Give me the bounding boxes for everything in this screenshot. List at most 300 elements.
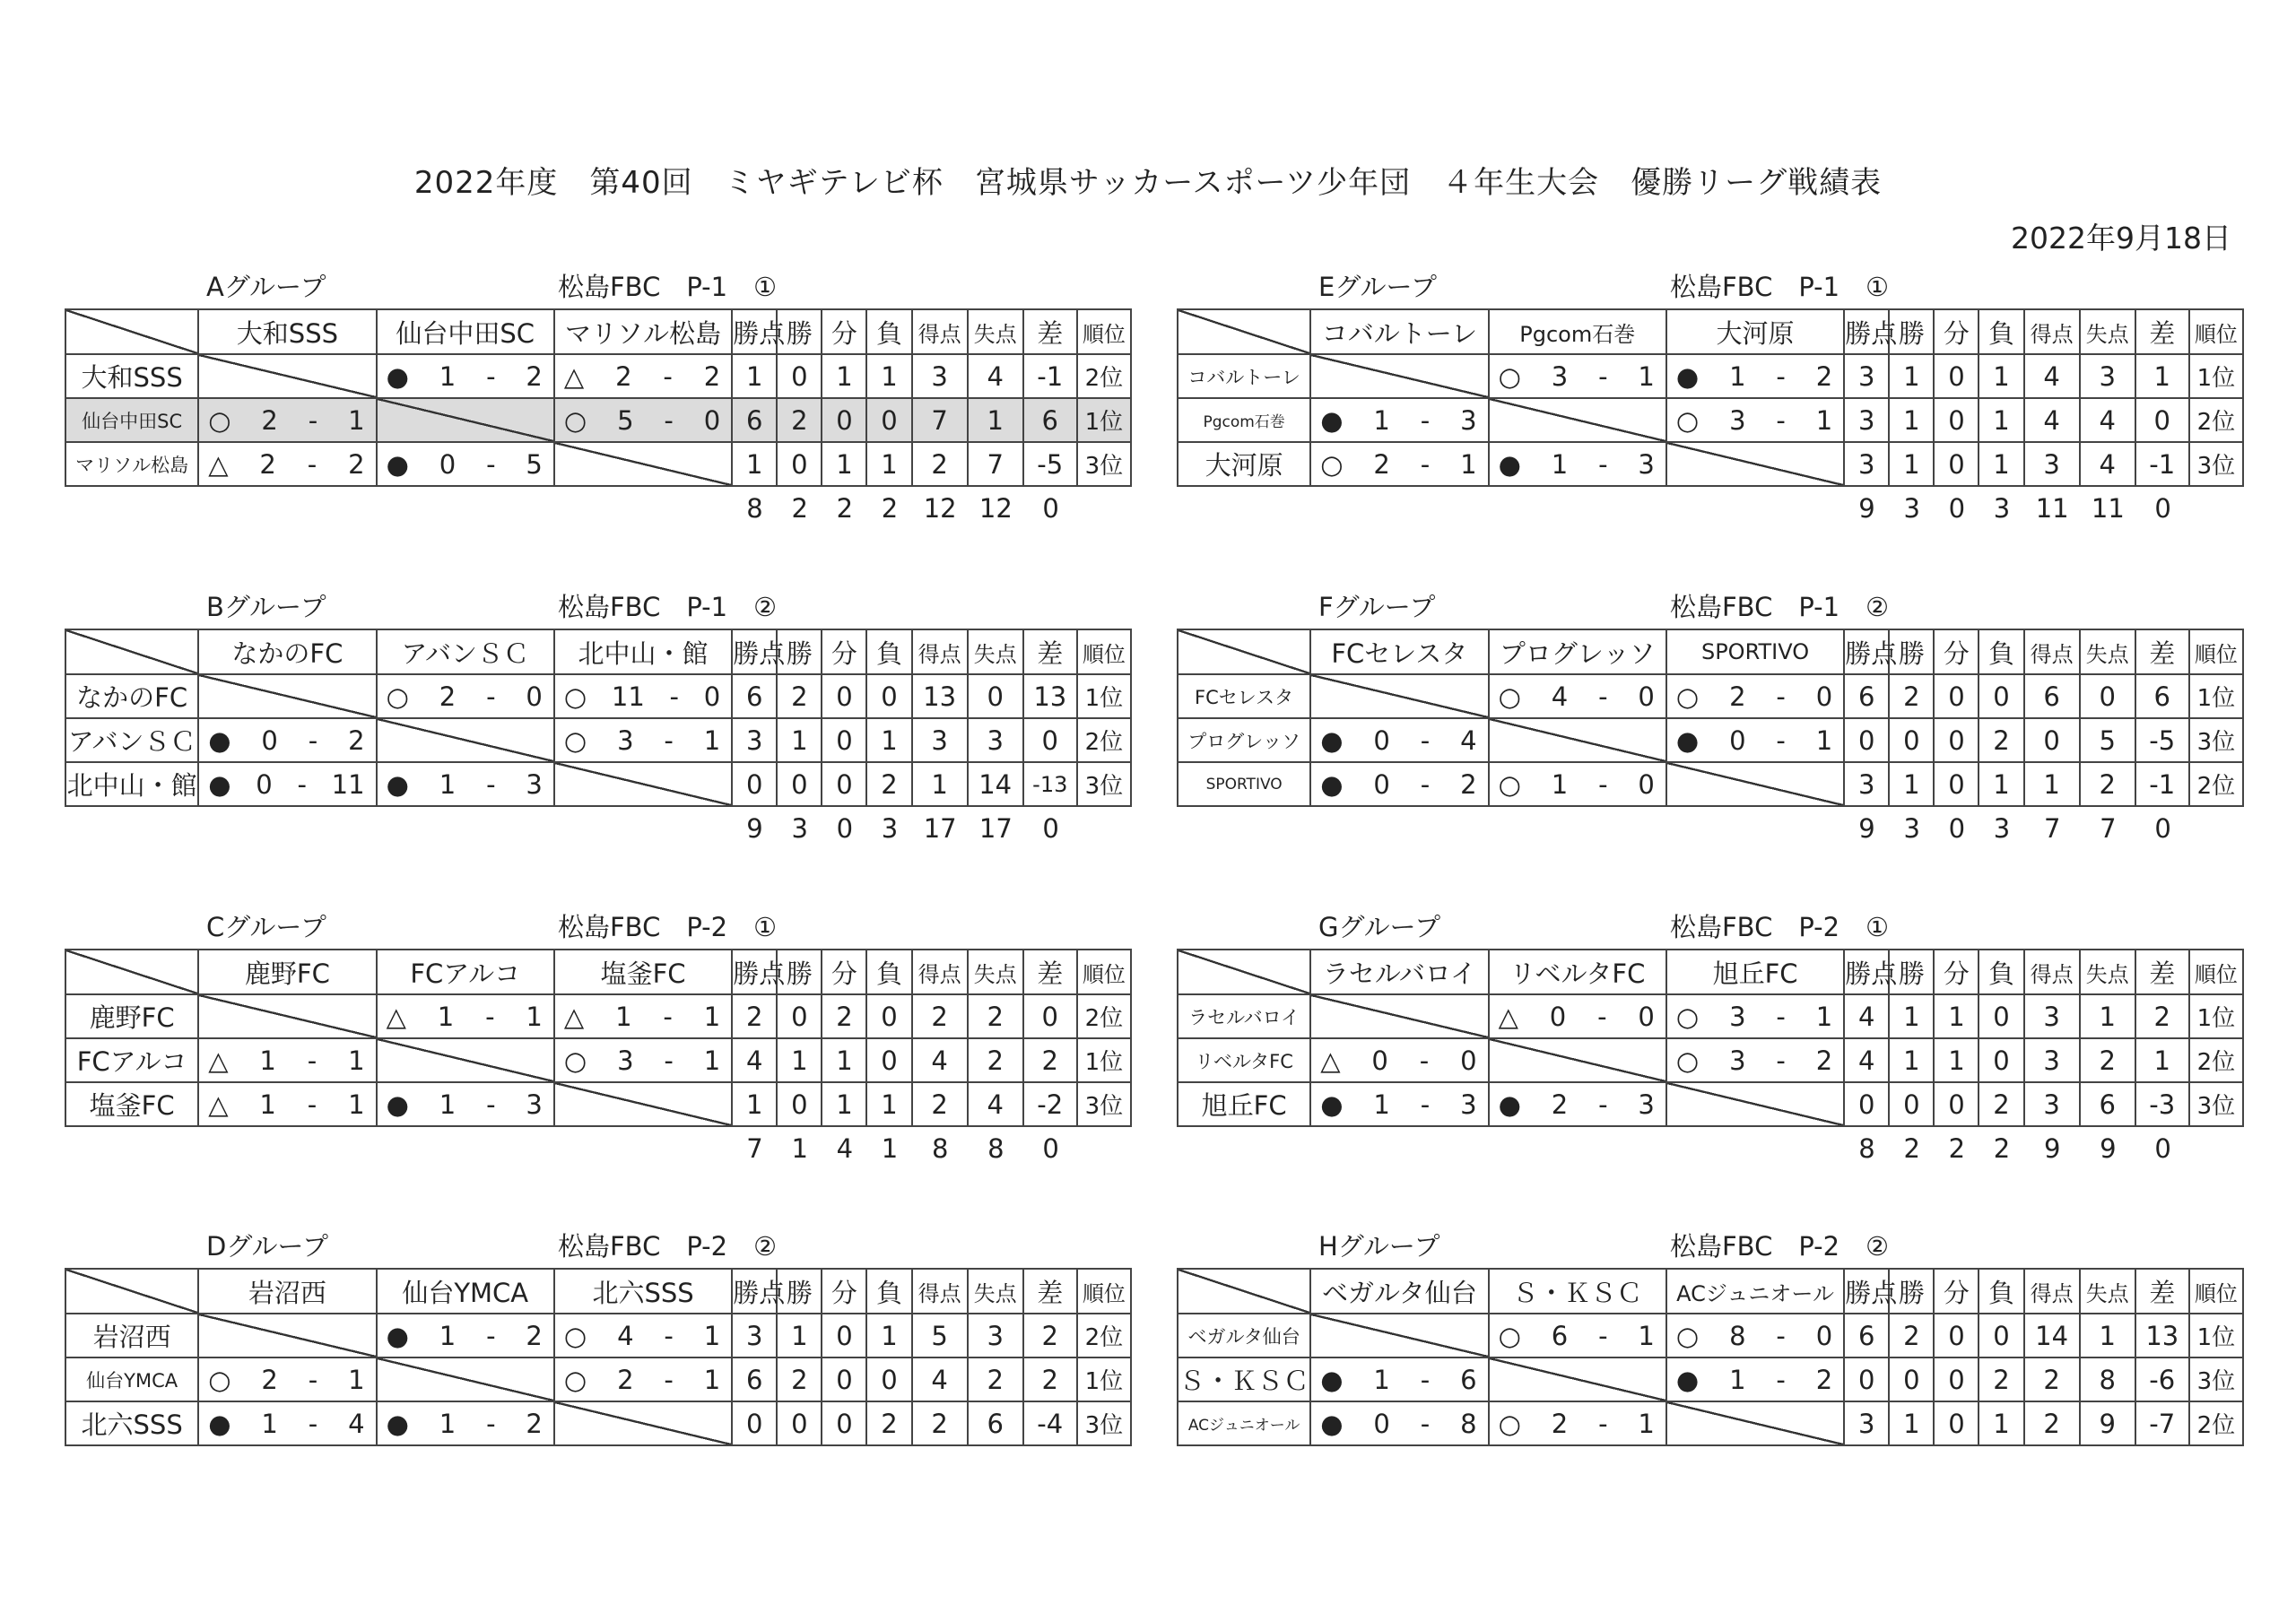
stat-header-d: 分 [822, 1269, 866, 1314]
stat-header-w: 勝 [1889, 950, 1934, 994]
score-separator: - [664, 1364, 674, 1395]
home-score: 3 [617, 724, 634, 756]
totals-spacer [554, 1129, 733, 1168]
home-score: 1 [1373, 1364, 1390, 1395]
away-score: 0 [1815, 1320, 1833, 1351]
stat-header-w: 勝 [1889, 629, 1934, 674]
stat-d: 1 [822, 442, 866, 486]
home-score: 3 [1729, 1001, 1746, 1032]
stat-gf: 14 [2024, 1314, 2080, 1357]
standings-table [1177, 1268, 2244, 1446]
match-result [1666, 354, 1844, 398]
stat-w: 0 [777, 1401, 822, 1445]
stat-header-d: 分 [1934, 950, 1979, 994]
column-team-header: 仙台YMCA [377, 1269, 554, 1314]
stat-l: 0 [866, 674, 911, 718]
score-separator: - [1598, 768, 1608, 800]
score-separator: - [1420, 448, 1431, 480]
match-result [198, 442, 376, 486]
stat-rank: 3位 [2189, 442, 2243, 486]
stat-l: 1 [1979, 762, 2023, 806]
column-team-header: コバルトーレ [1310, 309, 1488, 354]
row-team-name: 岩沼西 [65, 1314, 198, 1357]
match-result [1489, 674, 1666, 718]
stat-w: 1 [777, 1038, 822, 1082]
score-separator: - [1776, 1364, 1786, 1395]
stat-pts: 3 [1844, 442, 1889, 486]
corner-cell [65, 1269, 198, 1314]
row-team-name: FCアルコ [65, 1038, 198, 1082]
result-mark: △ [1498, 1001, 1518, 1032]
match-result-content [378, 361, 553, 392]
result-mark: ○ [1498, 360, 1521, 392]
stat-ga: 3 [968, 718, 1023, 762]
home-score: 2 [439, 681, 457, 712]
total-value: 8 [1858, 1133, 1875, 1164]
home-score: 0 [439, 448, 457, 480]
home-score: 3 [1729, 404, 1746, 436]
result-mark: ● [1320, 404, 1344, 436]
stat-rank: 1位 [1077, 1038, 1131, 1082]
stat-rank: 3位 [1077, 1401, 1131, 1445]
total-value: 0 [2154, 493, 2171, 524]
stat-header-pts: 勝点 [1844, 629, 1889, 674]
table-row [1178, 1401, 2243, 1445]
page-title: 2022年度 第40回 ミヤギテレビ杯 宮城県サッカースポーツ少年団 ４年生大会 優勝リーグ戦績表 [413, 165, 1883, 201]
stat-gf: 3 [2024, 442, 2080, 486]
match-result-content [1311, 1365, 1487, 1395]
match-result [1489, 442, 1666, 486]
stat-diff: 0 [1023, 718, 1077, 762]
self-match-cell [198, 994, 376, 1038]
stat-pts: 0 [1844, 1357, 1889, 1401]
score-separator: - [486, 1089, 496, 1120]
corner-cell [1178, 950, 1310, 994]
stat-diff: -13 [1023, 762, 1077, 806]
home-score: 2 [615, 360, 632, 392]
score-separator: - [663, 360, 673, 392]
group-name: Gグループ [1318, 912, 1441, 942]
self-match-cell [1489, 1357, 1666, 1401]
self-match-cell [554, 762, 732, 806]
match-result [1489, 1401, 1666, 1445]
stat-w: 0 [777, 442, 822, 486]
stat-ga: 5 [2080, 718, 2135, 762]
totals-row [1177, 489, 2244, 528]
total-value: 2 [881, 493, 899, 524]
column-team-header: 北中山・館 [554, 629, 732, 674]
score-separator: - [1776, 404, 1786, 436]
home-score: 2 [259, 448, 276, 480]
match-result-content [378, 449, 553, 480]
match-result-content [1490, 1321, 1665, 1351]
stat-ga: 1 [2080, 994, 2135, 1038]
group-name: Dグループ [206, 1231, 329, 1262]
stat-diff: -5 [1023, 442, 1077, 486]
away-score: 1 [1638, 1320, 1655, 1351]
home-score: 1 [615, 1001, 632, 1032]
table-row [65, 674, 1131, 718]
stat-ga: 4 [2080, 398, 2135, 442]
stat-w: 0 [777, 762, 822, 806]
stat-l: 1 [866, 442, 911, 486]
group-header [65, 587, 1132, 629]
self-match-cell [554, 1401, 732, 1445]
score-separator: - [1598, 448, 1608, 480]
match-result [198, 1357, 376, 1401]
away-score: 0 [703, 681, 721, 712]
stat-rank: 3位 [1077, 1082, 1131, 1126]
match-result [198, 1401, 376, 1445]
stat-d: 0 [1934, 354, 1979, 398]
match-result-content [1490, 361, 1665, 392]
totals-spacer [1078, 809, 1132, 848]
column-team-header: アバンＳＣ [377, 629, 554, 674]
away-score: 1 [526, 1001, 543, 1032]
self-match-cell [198, 354, 376, 398]
stat-ga: 2 [2080, 762, 2135, 806]
self-match-cell [1666, 1082, 1844, 1126]
stat-diff: 1 [2135, 354, 2189, 398]
column-team-header: Pgcom石巻 [1489, 309, 1666, 354]
away-score: 2 [1460, 768, 1477, 800]
away-score: 1 [1815, 1001, 1833, 1032]
group-block [1177, 587, 2244, 848]
away-score: 1 [348, 1045, 365, 1076]
stat-ga: 0 [968, 674, 1023, 718]
standings-table [1177, 629, 2244, 807]
stat-diff: -1 [1023, 354, 1077, 398]
totals-spacer [2190, 809, 2244, 848]
totals-spacer [1078, 489, 1132, 528]
result-mark: ○ [1498, 1320, 1521, 1351]
totals-spacer [1488, 1129, 1666, 1168]
stat-diff: -6 [2135, 1357, 2189, 1401]
column-team-header: ラセルバロイ [1310, 950, 1488, 994]
away-score: 2 [348, 724, 365, 756]
match-result-content [199, 725, 375, 756]
standings-table [1177, 308, 2244, 487]
total-value: 0 [2154, 813, 2171, 844]
totals-row [65, 809, 1132, 848]
stat-rank: 2位 [1077, 994, 1131, 1038]
away-score: 11 [331, 768, 365, 800]
match-result-content [1490, 681, 1665, 712]
score-separator: - [1420, 1408, 1431, 1439]
away-score: 1 [1638, 1408, 1655, 1439]
self-match-cell [1310, 354, 1488, 398]
group-venue: 松島FBC P-2 ① [1670, 912, 1890, 942]
total-value: 0 [1042, 813, 1059, 844]
score-separator: - [1776, 1045, 1786, 1076]
table-row [1178, 442, 2243, 486]
stat-header-ga: 失点 [2080, 309, 2135, 354]
stat-header-ga: 失点 [2080, 1269, 2135, 1314]
result-mark: ○ [1498, 1408, 1521, 1439]
match-result-content [1667, 1045, 1843, 1076]
away-score: 1 [703, 1001, 721, 1032]
stat-header-diff: 差 [1023, 950, 1077, 994]
home-score: 1 [1373, 1089, 1390, 1120]
row-team-name: 大河原 [1178, 442, 1310, 486]
column-team-header: 岩沼西 [198, 1269, 376, 1314]
result-mark: ● [386, 360, 409, 392]
score-separator: - [307, 448, 317, 480]
stat-pts: 3 [732, 1314, 777, 1357]
match-result-content [378, 1321, 553, 1351]
away-score: 1 [1460, 448, 1477, 480]
row-team-name: Ｓ・ＫＳＣ [1178, 1357, 1310, 1401]
result-mark: ○ [563, 404, 587, 436]
score-separator: - [1776, 360, 1786, 392]
stat-rank: 1位 [2189, 674, 2243, 718]
totals-spacer [1177, 809, 1309, 848]
totals-row [65, 489, 1132, 528]
stat-d: 1 [1934, 1038, 1979, 1082]
group-venue: 松島FBC P-1 ② [1670, 592, 1890, 622]
home-score: 2 [261, 1364, 278, 1395]
score-separator: - [486, 1320, 496, 1351]
home-score: 3 [1551, 360, 1569, 392]
match-result-content [1667, 1365, 1843, 1395]
stat-header-pts: 勝点 [1844, 1269, 1889, 1314]
stat-w: 2 [777, 1357, 822, 1401]
stat-d: 0 [1934, 1357, 1979, 1401]
row-team-name: 旭丘FC [1178, 1082, 1310, 1126]
stat-l: 0 [1979, 994, 2023, 1038]
column-team-header: 大河原 [1666, 309, 1844, 354]
result-mark: ○ [1498, 768, 1521, 800]
home-score: 1 [259, 1089, 276, 1120]
total-value: 3 [1903, 493, 1920, 524]
self-match-cell [198, 1314, 376, 1357]
away-score: 3 [526, 1089, 543, 1120]
stat-header-l: 負 [866, 1269, 911, 1314]
away-score: 8 [1460, 1408, 1477, 1439]
stat-header-d: 分 [822, 950, 866, 994]
stat-d: 1 [822, 1038, 866, 1082]
stat-rank: 1位 [2189, 1314, 2243, 1357]
header-row [1178, 1269, 2243, 1314]
total-value: 3 [791, 813, 808, 844]
stat-header-d: 分 [822, 309, 866, 354]
stat-l: 1 [866, 1082, 911, 1126]
total-value: 12 [978, 493, 1013, 524]
header-row [1178, 950, 2243, 994]
stat-d: 0 [822, 1314, 866, 1357]
stat-ga: 6 [968, 1401, 1023, 1445]
match-result-content [199, 1365, 375, 1395]
home-score: 2 [617, 1364, 634, 1395]
stat-header-d: 分 [1934, 1269, 1979, 1314]
stat-l: 2 [1979, 1082, 2023, 1126]
stat-diff: 13 [2135, 1314, 2189, 1357]
corner-cell [1178, 1269, 1310, 1314]
match-result-content [1311, 1409, 1487, 1439]
away-score: 1 [348, 1089, 365, 1120]
match-result-content [1490, 1409, 1665, 1439]
stat-ga: 2 [968, 1357, 1023, 1401]
total-value: 11 [2035, 493, 2069, 524]
stat-gf: 3 [2024, 994, 2080, 1038]
match-result-content [555, 1045, 731, 1076]
standings-table [65, 308, 1132, 487]
stat-rank: 2位 [2189, 1401, 2243, 1445]
stat-pts: 6 [732, 1357, 777, 1401]
stat-gf: 1 [2024, 762, 2080, 806]
header-row [65, 1269, 1131, 1314]
totals-spacer [1177, 489, 1309, 528]
totals-spacer [65, 809, 197, 848]
stat-gf: 7 [912, 398, 968, 442]
home-score: 2 [1551, 1089, 1569, 1120]
score-separator: - [308, 404, 318, 436]
totals-spacer [376, 489, 554, 528]
column-team-header: リベルタFC [1489, 950, 1666, 994]
stat-d: 0 [1934, 398, 1979, 442]
row-team-name: FCセレスタ [1178, 674, 1310, 718]
totals-spacer [1309, 1129, 1488, 1168]
self-match-cell [377, 718, 554, 762]
match-result-content [1311, 1089, 1487, 1120]
self-match-cell [554, 442, 732, 486]
stat-header-rank: 順位 [1077, 950, 1131, 994]
total-value: 7 [2043, 813, 2061, 844]
row-team-name: なかのFC [65, 674, 198, 718]
score-separator: - [1598, 1320, 1608, 1351]
stat-rank: 2位 [1077, 718, 1131, 762]
stat-ga: 14 [968, 762, 1023, 806]
group-block [65, 587, 1132, 848]
standings-table [65, 949, 1132, 1127]
total-value: 12 [923, 493, 957, 524]
match-result-content [555, 1321, 731, 1351]
stat-l: 0 [866, 1038, 911, 1082]
row-team-name: 北中山・館 [65, 762, 198, 806]
totals-spacer [65, 1129, 197, 1168]
standings-table [65, 629, 1132, 807]
home-score: 5 [617, 404, 634, 436]
table-row [1178, 674, 2243, 718]
away-score: 2 [526, 1320, 543, 1351]
stat-pts: 3 [1844, 354, 1889, 398]
match-result-content [1311, 405, 1487, 436]
home-score: 3 [617, 1045, 634, 1076]
match-result-content [555, 1002, 731, 1032]
stat-d: 0 [1934, 1401, 1979, 1445]
away-score: 2 [526, 1408, 543, 1439]
stat-header-ga: 失点 [968, 309, 1023, 354]
match-result [554, 1038, 732, 1082]
away-score: 1 [703, 724, 721, 756]
column-team-header: 北六SSS [554, 1269, 732, 1314]
column-team-header: プログレッソ [1489, 629, 1666, 674]
stat-header-pts: 勝点 [1844, 950, 1889, 994]
stat-w: 1 [1889, 398, 1934, 442]
match-result [1489, 1314, 1666, 1357]
stat-header-l: 負 [866, 309, 911, 354]
stat-ga: 2 [2080, 1038, 2135, 1082]
match-result [554, 1357, 732, 1401]
group-name: Hグループ [1318, 1231, 1440, 1262]
stat-diff: -3 [2135, 1082, 2189, 1126]
result-mark: ○ [1675, 681, 1700, 712]
self-match-cell [1310, 674, 1488, 718]
stat-header-diff: 差 [2135, 629, 2189, 674]
stat-header-gf: 得点 [912, 1269, 968, 1314]
column-team-header: 旭丘FC [1666, 950, 1844, 994]
stat-rank: 2位 [1077, 354, 1131, 398]
stat-w: 1 [777, 718, 822, 762]
match-result-content [199, 1045, 375, 1076]
row-team-name: コバルトーレ [1178, 354, 1310, 398]
score-separator: - [1776, 724, 1786, 756]
away-score: 1 [1815, 724, 1833, 756]
match-result [198, 1038, 376, 1082]
stat-pts: 0 [732, 762, 777, 806]
totals-spacer [1666, 809, 1845, 848]
home-score: 6 [1551, 1320, 1569, 1351]
match-result [377, 994, 554, 1038]
stat-header-diff: 差 [1023, 309, 1077, 354]
totals-row [1177, 1129, 2244, 1168]
stat-pts: 0 [1844, 718, 1889, 762]
stat-gf: 4 [2024, 398, 2080, 442]
match-result [377, 762, 554, 806]
match-result [1666, 994, 1844, 1038]
total-value: 2 [1948, 1133, 1966, 1164]
result-mark: ○ [1320, 448, 1344, 480]
result-mark: △ [208, 1089, 229, 1120]
home-score: 0 [256, 768, 273, 800]
stat-header-gf: 得点 [2024, 950, 2080, 994]
column-team-header: ACジュニオール [1666, 1269, 1844, 1314]
total-value: 7 [2100, 813, 2117, 844]
table-row [65, 1314, 1131, 1357]
match-result-content [1490, 449, 1665, 480]
table-row [65, 398, 1131, 442]
match-result [198, 1082, 376, 1126]
match-result-content [378, 1409, 553, 1439]
stat-pts: 1 [732, 1082, 777, 1126]
stat-header-rank: 順位 [2189, 1269, 2243, 1314]
home-score: 2 [1551, 1408, 1569, 1439]
stat-gf: 2 [912, 994, 968, 1038]
away-score: 0 [1638, 768, 1655, 800]
score-separator: - [307, 1045, 317, 1076]
total-value: 3 [1993, 813, 2011, 844]
result-mark: ● [386, 768, 409, 800]
group-block [1177, 267, 2244, 528]
score-separator: - [297, 768, 307, 800]
stat-pts: 2 [732, 994, 777, 1038]
column-team-header: SPORTIVO [1666, 629, 1844, 674]
stat-rank: 1位 [1077, 674, 1131, 718]
stat-rank: 3位 [2189, 718, 2243, 762]
total-value: 2 [836, 493, 854, 524]
score-separator: - [485, 1001, 495, 1032]
stat-d: 2 [822, 994, 866, 1038]
stat-w: 1 [1889, 994, 1934, 1038]
stat-gf: 3 [912, 718, 968, 762]
stat-w: 1 [1889, 1401, 1934, 1445]
home-score: 0 [1729, 724, 1746, 756]
total-value: 8 [931, 1133, 949, 1164]
column-team-header: FCセレスタ [1310, 629, 1488, 674]
stat-pts: 6 [732, 398, 777, 442]
stat-gf: 4 [912, 1357, 968, 1401]
match-result [554, 354, 732, 398]
